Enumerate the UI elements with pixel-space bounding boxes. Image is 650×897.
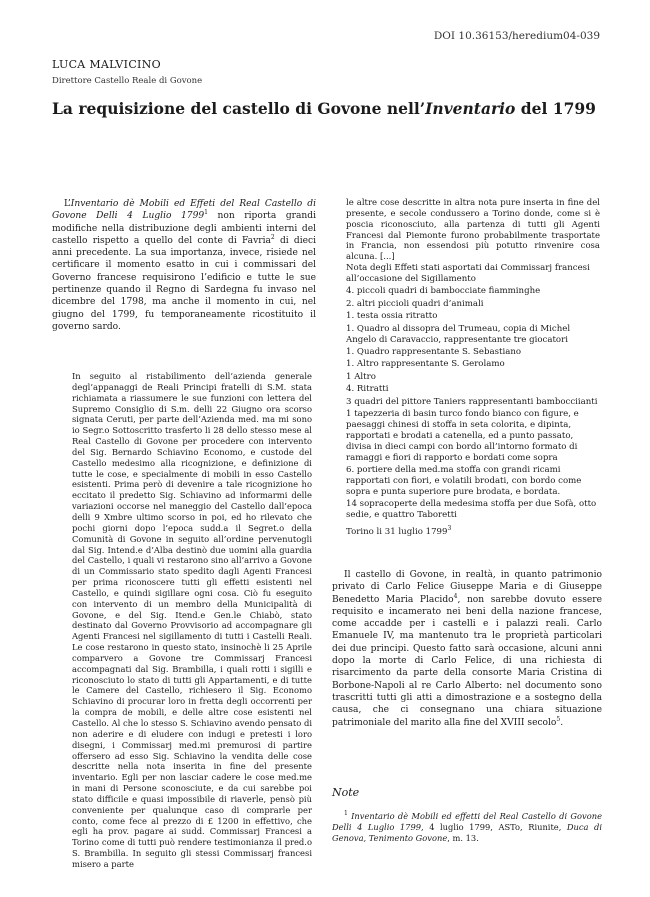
date-text: Torino li 31 luglio 1799	[346, 527, 448, 537]
notes-heading: Note	[332, 786, 360, 799]
list-item: 1. Quadro rappresentante S. Sebastiano	[346, 346, 522, 357]
footnote-italic: Inventario dè Mobili ed effetti del Real Castello di Govone Delli 4 Luglio 1799	[332, 811, 602, 832]
list-item: 4. Ritratti	[346, 384, 389, 395]
lead-prefix: L’	[64, 199, 71, 209]
author-name: LUCA MALVICINO	[52, 58, 161, 71]
lead-paragraph	[52, 198, 316, 333]
quote-continuation: le altre cose descritte in altra nota pure inserta in fine del presente, e secole condussero a Torino donde, come si è poscia riconosciuto, alla partenza di tutti gli Agenti Francesi dal Piemonte furono probabilmente trasportate in Francia, non essendosi più potutto rinvenire cosa alcuna. [...]	[346, 198, 600, 263]
effects-list	[346, 263, 600, 521]
footnote-ref: 4	[453, 592, 458, 600]
lead-italic: Inventario dè Mobili ed Effeti del Real Castello di Govone Delli 4 Luglio 1799	[52, 199, 316, 222]
body-text: .	[560, 717, 564, 728]
lead-text: non riporta grandi modifiche nella distribuzione degli ambienti interni del castello rispetto a quello del conte di Favria	[52, 211, 316, 246]
list-item: 1 tapezzeria di basin turco fondo bianco con figure, e paesaggi chinesi di stoffa in seta colorita, e dipinta, rapportati e brodati a catenella, ed a punto passato, divisa in dieci campi con bordo all’intorno formato di ramaggi e fiori di rapporto e bordati come sopra	[346, 408, 579, 463]
footnote-number: 1	[344, 810, 348, 818]
title-part: del 1799	[515, 99, 596, 118]
document-quote	[72, 371, 312, 870]
doi-label: DOI 10.36153/heredium04-039	[433, 30, 600, 42]
list-item: 1 Altro	[346, 371, 376, 382]
author-role: Direttore Castello Reale di Govone	[52, 76, 203, 86]
list-item: 3 quadri del pittore Taniers rappresentanti bambocciianti	[346, 396, 598, 407]
body-paragraph	[332, 569, 602, 729]
body-text: , non sarebbe dovuto essere requisito e incamerato nei beni della nazione francese, come accadde per i castelli e i palazzi reali. Carlo Emanuele IV, ma mantenuto tra le proprietà particolari dei due principi. Questo fatto sarà occasione, alcuni anni dopo la morte di Carlo Felice, di una richiesta di risarcimento da parte della consorte Maria Cristina di Borbone-Napoli al re Carlo Alberto: nel documento sono trascritti tutti gli atti a dimostrazione e a sostegno della causa, che ci consegnano una chiara situazione patrimoniale del marito alla fine del XVIII secolo	[332, 594, 602, 728]
list-item: 2. altri piccioli quadri d’animali	[346, 298, 484, 309]
title-part: La requisizione del castello di Govone nell’	[52, 99, 426, 118]
list-item: 6. portiere della med.ma stoffa con grandi ricami rapportati con fiori, e volatili brodati, con bordo come sopra e punta superiore pure brodata, e bordata.	[346, 464, 582, 497]
article-title	[52, 99, 596, 118]
right-column	[346, 198, 600, 538]
title-italic: Inventario	[425, 99, 516, 118]
quote-date	[346, 527, 600, 538]
list-item: 1. Altro rappresentante S. Gerolamo	[346, 359, 505, 370]
footnote-ref: 5	[556, 715, 561, 723]
list-item: Nota degli Effeti stati asportati dai Commissarj francesi all’occasione del Sigillamento	[346, 263, 590, 284]
footnote-ref: 3	[447, 525, 452, 533]
list-item: 14 sopracoperte della medesima stoffa per due Sofà, otto sedie, e quattro Taboretti	[346, 499, 597, 521]
footnote-italic: Duca di Genova, Tenimento Govone	[332, 822, 602, 843]
footnote-ref: 2	[270, 233, 275, 241]
lead-text: di dieci anni precedente. La sua importanza, invece, risiede nel certificare il momento esatto in cui i commissari del Governo francese requisirono l’edificio e tutte le sue pertinenze quando il Regno di Sardegna fu invaso nel dicembre del 1798, ma anche il momento in cui, nel giugno del 1799, fu temporaneamente ricostituito il governo sardo.	[52, 235, 317, 332]
footnote-text: , 4 luglio 1799, ASTo, Riunite,	[421, 822, 567, 832]
list-item: 1. Quadro al dissopra del Trumeau, copia di Michel Angelo di Caravaccio, rappresentante tre giocatori	[346, 323, 571, 345]
footnote-ref: 1	[204, 209, 208, 217]
list-item: 4. piccoli quadri di bambocciate fiamminghe	[346, 286, 541, 297]
footnote-1	[332, 811, 602, 844]
body-text: Il castello di Govone, in realtà, in quanto patrimonio privato di Carlo Felice Giuseppe Maria e di Giuseppe Benedetto Maria Placido	[332, 570, 602, 605]
list-item: 1. testa ossia ritratto	[346, 311, 438, 322]
document-quote-text: In seguito al ristabilimento dell’azienda generale degl’appanaggi de Reali Principi fratelli di S.M. stata richiamata a riassumere le sue funzioni con lettera del Supremo Consiglio di S.m. delli 22 Giugno ora scorso signata Ceruti, per parte dell’Azienda med. ma mi sono io Segr.o Sottoscritto trasferto li 28 dello stesso mese al Real Castello di Govone per procedere con intervento del Sig. Bernardo Schiavino Economo, e custode del Castello medesimo alla ricognizione, e definizione di tutte le cose, e specialmente di mobili in esso Castello esistenti. Prima però di devenire a tale ricognizione ho eccitato il predetto Sig. Schiavino ad informarmi delle variazioni occorse nel maneggio del Castello dall’epoca delli 9 Xmbre ultimo scorso in poi, ed ho rilevato che pochi giorni dopo l’epoca sudd.a il Segret.o della Comunità di Govone in seguito all’ordine pervenutogli dal Sig. Intend.e d’Alba destinò due uomini alla guardia del Castello, i quali vi restarono sino all’arrivo a Govone di un Commissario stato spedito dagli Agenti Francesi per prima riconoscere tutti gli effetti esistenti nel Castello, e quindi sigillare ogni cosa. Ciò fu eseguito con intervento di un membro della Municipalità di Govone, e del Sig. Itend.e Gen.le Chiabò, stato destinato dal Governo Provvisorio ad accompagnare gli Agenti Francesi nel sigillamento di tutti i Castelli Reali. Le cose restarono in questo stato, insinochè li 25 Aprile comparvero a Govone tre Commissarj Francesi accompagnati dal Sig. Brambilla, i quali rotti i sigilli e riconosciuto lo stato di tutti gli Appartamenti, e di tutte le Camere del Castello, richiesero il Sig. Economo Schiavino di procurar loro in fretta degli occorrenti per la compra de mobili, e delle altre cose esistenti nel Castello. Al che lo stesso S. Schiavino avendo pensato di non aderire e di eludere con indugi e pretesti i loro disegni, i Commissarj med.mi premurosi di partire offersero ad esso Sig. Schiavino la vendita delle cose descritte nella nota inserita in fine del presente inventario. Egli per non lasciar cadere le cose med.me in mani di Persone sconosciute, e da cui sarebbe poi stato difficile e quasi impossibile di riaverle, pensò più conveniente per qualunque caso di comprarle per conto, come fece al prezzo di £ 1200 in effettivo, che egli ha prov. pagare ai sudd. Commissarj Francesi a Torino come di tutti può rendere testimonianza il pred.o S. Brambilla. In seguito gli stessi Commissarj francesi misero a parte	[72, 371, 313, 869]
footnote-text: , m. 13.	[447, 833, 479, 843]
